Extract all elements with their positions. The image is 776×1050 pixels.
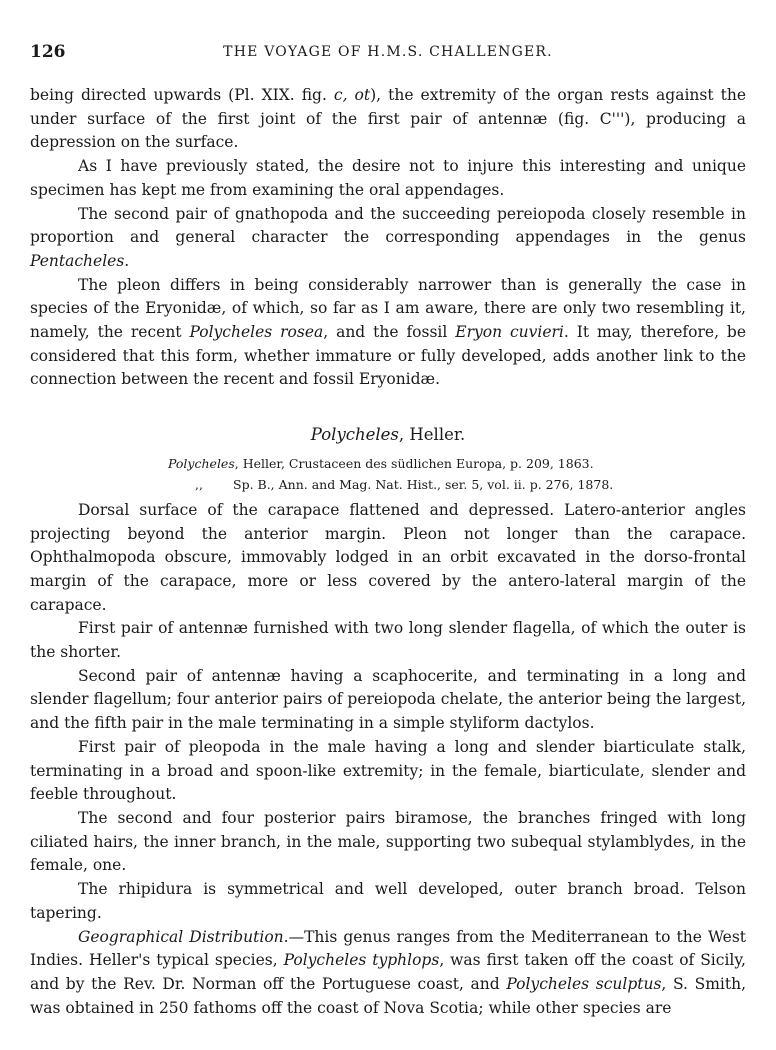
text-run: , S. Smith, was obtained in 250 fathoms off the coast of Nova Scotia; while other species are [30,974,747,1017]
species-name: Eryon cuvieri [455,323,564,342]
paragraph [30,274,746,393]
reference-genus: Polycheles [168,455,235,471]
page-body [30,84,746,1020]
paragraph [30,665,746,736]
text-run: The rhipidura is symmetrical and well developed, outer branch broad. Telson tapering. [30,880,746,922]
paragraph [30,84,746,155]
text-run: The second and four posterior pairs biramose, the branches fringed with long ciliated hairs, the inner branch, in the male, supporting two subequal stylamblydes, in the female, one. [30,808,746,875]
running-title: THE VOYAGE OF H.M.S. CHALLENGER. [223,44,553,60]
text-run: The second pair of gnathopoda and the succeeding pereiopoda closely resemble in proportion and general character the corresponding appendages in the genus [30,204,746,247]
genus-name: Pentacheles [30,251,125,270]
species-name: Polycheles sculptus [506,974,662,993]
paragraph [30,807,746,878]
species-name: Polycheles rosea [189,323,324,342]
text-run: Dorsal surface of the carapace flattened and depressed. Latero-anterior angles projecting beyond the anterior margin. Pleon not longer than the carapace. Ophthalmopoda obscure, immovably lodged in an orbit excavated in the dorso-frontal margin of the carapace, more or less covered by the antero-lateral margin of the carapace. [30,500,746,614]
reference-text: , Heller, Crustaceen des südlichen Europa, p. 209, 1863. [234,455,594,471]
text-run: , and the fossil [323,323,456,342]
text-run: First pair of pleopoda in the male having a long and slender biarticulate stalk, terminating in a broad and spoon-like extremity; in the female, biarticulate, slender and feeble throughout. [30,737,746,804]
text-run: being directed upwards (Pl. XIX. fig. [30,86,334,104]
section-intro [30,84,746,392]
page-header [30,42,746,66]
text-run: The pleon differs in being considerably narrower than is generally the case in species of the Eryonidæ, of which, so far as I am aware, there are only two resembling it, namely, the recent [30,275,746,342]
genus-heading-name: Polycheles [310,425,399,445]
genus-heading [30,423,746,447]
section-label: Geographical Distribution [78,927,284,946]
text-run: Second pair of antennæ having a scaphocerite, and terminating in a long and slender flagellum; four anterior pairs of pereiopoda chelate, the anterior being the largest, and the fifth pair in the male terminating in a simple styliform dactylos. [30,666,746,733]
genus-heading-author: , Heller. [398,425,466,445]
paragraph [30,736,746,807]
section-genus-description [30,499,746,1020]
ditto-mark: ,, [195,476,203,492]
paragraph [30,878,746,925]
figure-label: c, ot [333,86,371,104]
paragraph [30,155,746,202]
paragraph [30,617,746,664]
page-number: 126 [30,42,66,62]
paragraph [30,203,746,274]
text-run: ), the extremity of the organ rests against the under surface of the first joint of the first pair of antennæ (fig. C'''), producing a depression on the surface. [30,86,746,152]
text-run: As I have previously stated, the desire not to injure this interesting and unique specimen has kept me from examining the oral appendages. [30,157,746,199]
reference-line [30,474,746,495]
references [30,453,746,495]
text-run: . [124,251,130,270]
text-run: First pair of antennæ furnished with two long slender flagella, of which the outer is the shorter. [30,619,746,662]
paragraph [30,926,746,1021]
text-run: .—This genus ranges from the Mediterranean to the West Indies. Heller's typical species, [30,927,746,970]
reference-text: Sp. B., Ann. and Mag. Nat. Hist., ser. 5, vol. ii. p. 276, 1878. [233,476,614,492]
text-run: . It may, therefore, be considered that this form, whether immature or fully developed, adds another link to the connection between the recent and fossil Eryonidæ. [30,323,746,389]
text-run: , was first taken off the coast of Sicily, and by the Rev. Dr. Norman off the Portuguese coast, and [30,951,746,993]
reference-line [30,453,746,474]
paragraph [30,499,746,618]
species-name: Polycheles typhlops [283,951,440,970]
